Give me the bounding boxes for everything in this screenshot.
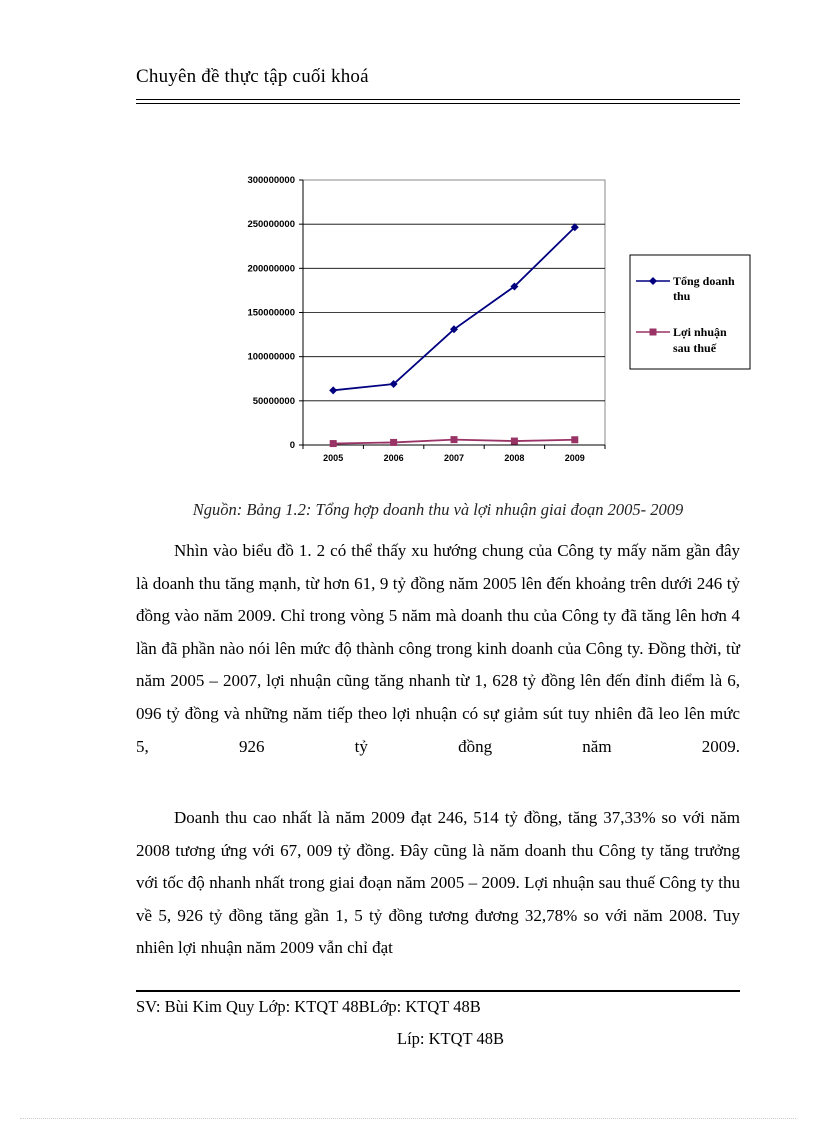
x-tick-label-2009: 2009 [564,453,585,463]
header-rule-top [136,99,740,100]
page-header-title: Chuyên đề thực tập cuối khoá [136,66,369,87]
footer-student-line: SV: Bùi Kim Quy Lớp: KTQT 48BLớp: KTQT 48B [136,997,481,1016]
chart-caption: Nguồn: Bảng 1.2: Tổng hợp doanh thu và lợi nhuận giai đoạn 2005- 2009 [192,500,684,519]
x-tick-label-2006: 2006 [383,453,404,463]
legend-label-revenue-2: thu [673,289,691,303]
y-tick-label-5: 250000000 [247,219,295,231]
legend-label-profit-1: Lợi nhuận [673,325,727,339]
page-bottom-dotted-border [20,1118,796,1119]
x-tick-label-2007: 2007 [443,453,465,463]
body-paragraph-2 [136,802,740,965]
x-tick-label-2008: 2008 [504,453,525,463]
legend-label-revenue-1: Tổng doanh [673,274,735,288]
footer-rule [136,990,740,992]
legend-label-profit-2: sau thuế [673,341,717,355]
y-tick-label-2: 100000000 [247,351,295,363]
y-axis-ticks [247,175,303,451]
x-tick-label-2005: 2005 [323,453,344,463]
y-tick-label-6: 300000000 [247,175,295,186]
series-1-point-2005 [330,440,337,447]
series-1-point-2009 [571,436,578,443]
y-tick-label-3: 150000000 [247,307,295,319]
series-1-point-2006 [390,439,397,446]
chart-legend [630,255,750,369]
header-rule-bottom [136,103,740,104]
legend-marker-profit [650,329,657,336]
y-tick-label-1: 50000000 [252,395,295,407]
x-axis-ticks [303,445,605,463]
footer-class-line: Líp: KTQT 48B [397,1029,504,1048]
series-1-point-2007 [451,436,458,443]
paragraph-1-text: Nhìn vào biểu đồ 1. 2 có thể thấy xu hướng chung của Công ty mấy năm gần đây là doanh thu tăng mạnh, từ hơn 61, 9 tỷ đồng năm 2005 lên đến khoảng trên dưới 246 tỷ đồng vào năm 2009. Chỉ trong vòng 5 năm mà doanh thu của Công ty đã tăng lên hơn 4 lần đã phần nào nói lên mức độ thành công trong kinh doanh của Công ty. Đồng thời, từ năm 2005 – 2007, lợi nhuận cũng tăng nhanh từ 1, 628 tỷ đồng lên đến đỉnh điểm là 6, 096 tỷ đồng và những năm tiếp theo lợi nhuận có sự giảm sút tuy nhiên đã leo lên mức 5, 926 tỷ đồng năm 2009. [136,541,740,756]
series-1-point-2008 [511,438,518,445]
body-paragraph-1 [136,535,740,763]
y-tick-label-0: 0 [289,440,295,451]
revenue-profit-chart [230,168,760,478]
y-tick-label-4: 200000000 [247,263,295,275]
paragraph-2-text: Doanh thu cao nhất là năm 2009 đạt 246, 514 tỷ đồng, tăng 37,33% so với năm 2008 tương ứng với 67, 009 tỷ đồng. Đây cũng là năm doanh thu Công ty tăng trưởng với tốc độ nhanh nhất trong giai đoạn năm 2005 – 2009. Lợi nhuận sau thuế Công ty thu về 5, 926 tỷ đồng tăng gần 1, 5 tỷ đồng tương đương 32,78% so với năm 2008. Tuy nhiên lợi nhuận năm 2009 vẫn chỉ đạt [136,808,740,958]
